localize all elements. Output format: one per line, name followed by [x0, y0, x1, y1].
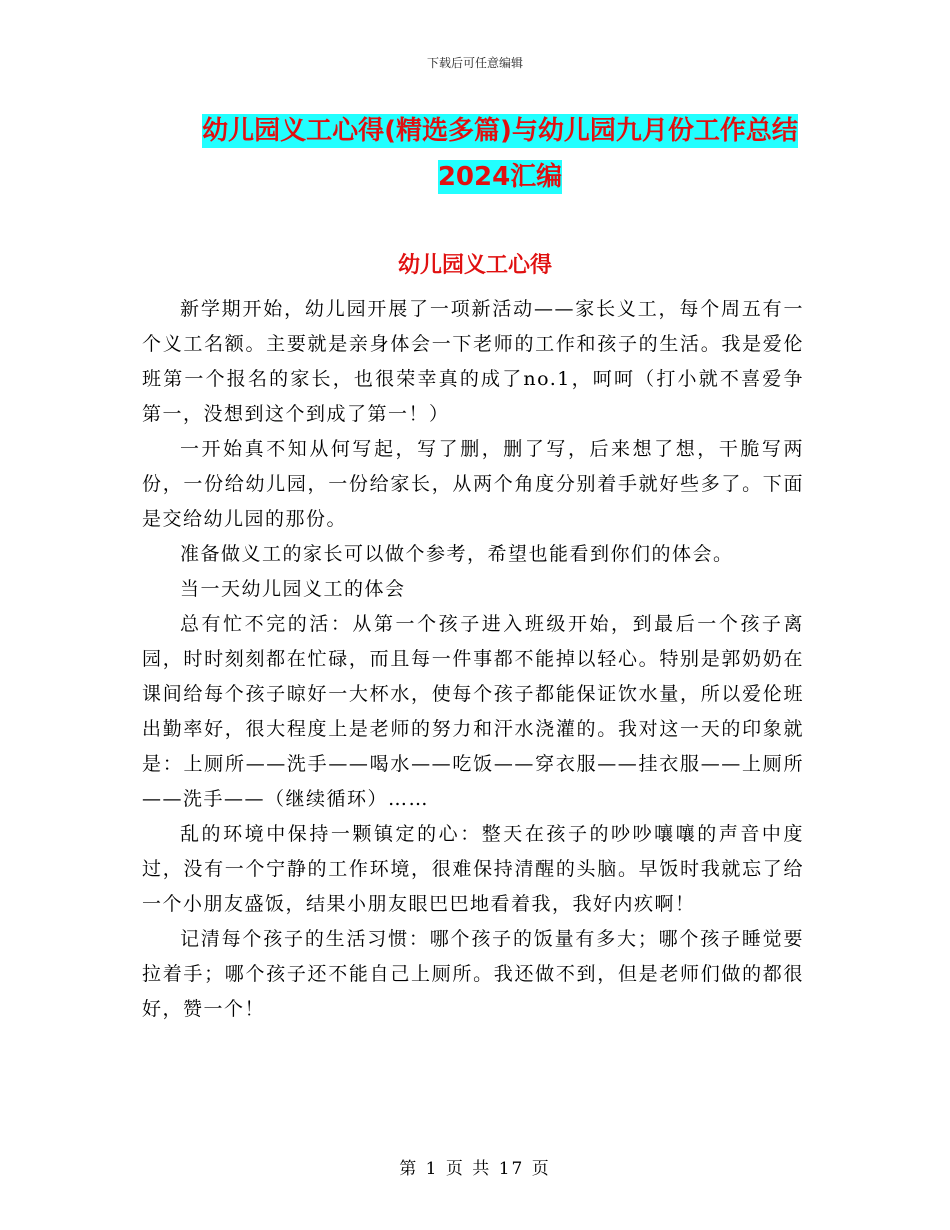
document-title-line-2: 2024汇编 — [437, 162, 563, 192]
document-body — [142, 292, 804, 1027]
header-note: 下载后可任意编辑 — [426, 56, 523, 70]
page-number-footer: 第 1 页 共 17 页 — [399, 1159, 551, 1179]
document-title-line-1: 幼儿园义工心得(精选多篇)与幼儿园九月份工作总结 — [202, 116, 798, 146]
paragraph: 总有忙不完的活：从第一个孩子进入班级开始，到最后一个孩子离园，时时刻刻都在忙碌，而且每一件事都不能掉以轻心。特别是郭奶奶在课间给每个孩子晾好一大杯水，使每个孩子都能保证饮水量，所以爱伦班出勤率好，很大程度上是老师的努力和汗水浇灌的。我对这一天的印象就是：上厕所——洗手——喝水——吃饭——穿衣服——挂衣服——上厕所——洗手——（继续循环）…… — [142, 613, 804, 810]
paragraph: 记清每个孩子的生活习惯：哪个孩子的饭量有多大；哪个孩子睡觉要拉着手；哪个孩子还不能自己上厕所。我还做不到，但是老师们做的都很好，赞一个！ — [142, 928, 804, 1020]
paragraph: 准备做义工的家长可以做个参考，希望也能看到你们的体会。 — [180, 543, 734, 565]
paragraph: 当一天幼儿园义工的体会 — [180, 578, 406, 600]
document-title — [140, 108, 860, 200]
paragraph: 一开始真不知从何写起，写了删，删了写，后来想了想，干脆写两份，一份给幼儿园，一份给家长，从两个角度分别着手就好些多了。下面是交给幼儿园的那份。 — [142, 438, 804, 530]
section-title: 幼儿园义工心得 — [397, 253, 552, 278]
paragraph: 乱的环境中保持一颗镇定的心：整天在孩子的吵吵嚷嚷的声音中度过，没有一个宁静的工作环境，很难保持清醒的头脑。早饭时我就忘了给一个小朋友盛饭，结果小朋友眼巴巴地看着我，我好内疚啊！ — [142, 823, 804, 915]
paragraph: 新学期开始，幼儿园开展了一项新活动——家长义工，每个周五有一个义工名额。主要就是亲身体会一下老师的工作和孩子的生活。我是爱伦班第一个报名的家长，也很荣幸真的成了no.1，呵呵（打小就不喜爱争第一，没想到这个到成了第一！） — [142, 298, 804, 425]
